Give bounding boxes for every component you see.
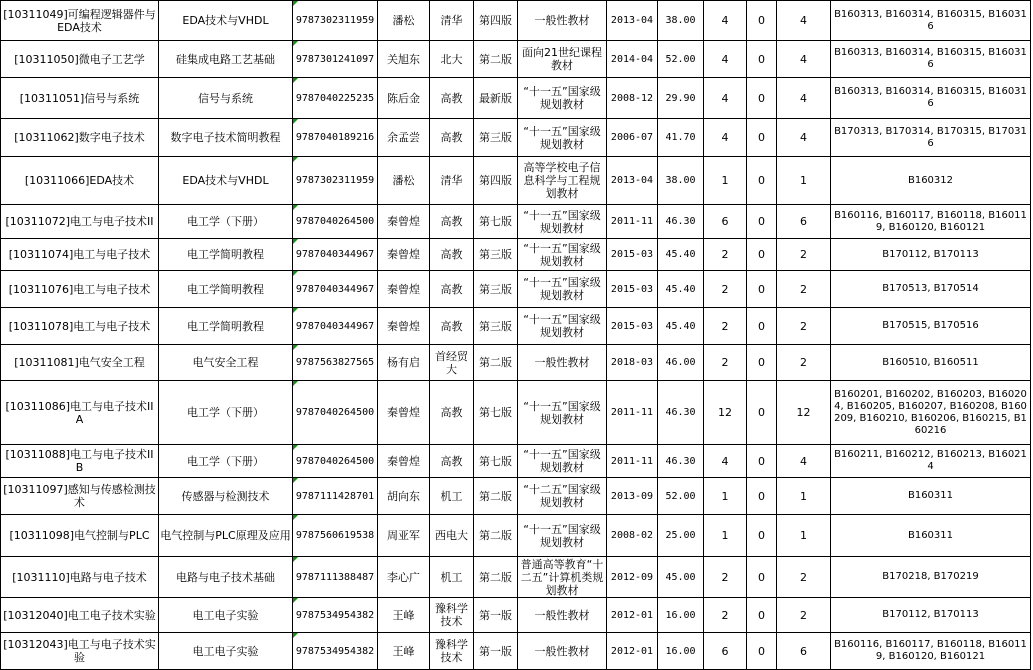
quantity-cell[interactable]: 2 <box>777 239 831 271</box>
price-cell[interactable]: 29.90 <box>658 78 704 119</box>
quantity-cell[interactable]: 6 <box>777 205 831 239</box>
isbn-cell[interactable] <box>293 78 378 119</box>
classes-cell[interactable]: B160313, B160314, B160315, B160316 <box>831 41 1031 78</box>
isbn-text: 9787563827565 <box>295 357 375 368</box>
edition-cell[interactable]: 第二版 <box>474 345 518 381</box>
price-cell[interactable]: 52.00 <box>658 41 704 78</box>
cell-note-marker <box>293 205 298 210</box>
category-cell[interactable]: 普通高等教育“十二五”计算机类规划教材 <box>518 557 607 598</box>
author-cell[interactable]: 秦曾煌 <box>378 445 430 478</box>
quantity-cell[interactable]: 4 <box>704 1 747 41</box>
quantity-cell[interactable]: 4 <box>704 119 747 157</box>
quantity-cell[interactable]: 0 <box>747 478 777 515</box>
price-cell[interactable]: 38.00 <box>658 157 704 205</box>
quantity-cell[interactable]: 0 <box>747 557 777 598</box>
isbn-cell[interactable] <box>293 41 378 78</box>
author-cell[interactable]: 李心广 <box>378 557 430 598</box>
textbook-cell[interactable]: 电气控制与PLC原理及应用 <box>159 515 293 557</box>
cell-note-marker <box>293 308 298 313</box>
author-cell[interactable]: 周亚军 <box>378 515 430 557</box>
edition-cell[interactable]: 第四版 <box>474 1 518 41</box>
isbn-text: 9787040344967 <box>295 283 375 295</box>
textbook-cell[interactable]: EDA技术与VHDL <box>159 157 293 205</box>
category-cell[interactable]: “十一五”国家级规划教材 <box>518 239 607 271</box>
table-row[interactable] <box>1 381 1031 445</box>
publish-date-cell[interactable]: 2013-04 <box>607 1 658 41</box>
classes-cell[interactable]: B170513, B170514 <box>831 271 1031 308</box>
textbook-cell[interactable]: 电路与电子技术基础 <box>159 557 293 598</box>
edition-cell[interactable]: 第七版 <box>474 445 518 478</box>
table-row[interactable] <box>1 119 1031 157</box>
quantity-cell[interactable]: 0 <box>747 1 777 41</box>
price-cell[interactable]: 45.40 <box>658 308 704 345</box>
isbn-cell[interactable] <box>293 515 378 557</box>
isbn-cell[interactable] <box>293 271 378 308</box>
table-body <box>1 1 1031 670</box>
category-cell[interactable]: 一般性教材 <box>518 598 607 633</box>
price-cell[interactable]: 16.00 <box>658 633 704 670</box>
publisher-cell[interactable]: 高教 <box>430 205 474 239</box>
publish-date-cell[interactable]: 2015-03 <box>607 239 658 271</box>
classes-cell[interactable]: B160313, B160314, B160315, B160316 <box>831 1 1031 41</box>
table-row[interactable] <box>1 271 1031 308</box>
edition-cell[interactable]: 第七版 <box>474 205 518 239</box>
course-cell[interactable]: [10311097]感知与传感检测技术 <box>1 478 159 515</box>
author-cell[interactable]: 潘松 <box>378 157 430 205</box>
quantity-cell[interactable]: 0 <box>747 633 777 670</box>
table-row[interactable] <box>1 557 1031 598</box>
cell-note-marker <box>293 78 298 83</box>
publish-date-cell[interactable]: 2006-07 <box>607 119 658 157</box>
quantity-cell[interactable]: 1 <box>777 515 831 557</box>
quantity-cell[interactable]: 1 <box>777 157 831 205</box>
textbook-cell[interactable]: 电工学（下册） <box>159 381 293 445</box>
author-cell[interactable]: 王峰 <box>378 633 430 670</box>
classes-cell[interactable]: B160510, B160511 <box>831 345 1031 381</box>
course-cell[interactable]: [10311098]电气控制与PLC <box>1 515 159 557</box>
course-cell[interactable]: [10311078]电工与电子技术 <box>1 308 159 345</box>
isbn-cell[interactable] <box>293 157 378 205</box>
edition-cell[interactable]: 第二版 <box>474 478 518 515</box>
edition-cell[interactable]: 第三版 <box>474 239 518 271</box>
course-cell[interactable]: [10311049]可编程逻辑器件与EDA技术 <box>1 1 159 41</box>
quantity-cell[interactable]: 0 <box>747 157 777 205</box>
table-row[interactable] <box>1 515 1031 557</box>
author-cell[interactable]: 陈后金 <box>378 78 430 119</box>
publish-date-cell[interactable]: 2008-12 <box>607 78 658 119</box>
publish-date-cell[interactable]: 2018-03 <box>607 345 658 381</box>
isbn-cell[interactable] <box>293 205 378 239</box>
cell-note-marker <box>293 1 298 6</box>
quantity-cell[interactable]: 2 <box>777 345 831 381</box>
quantity-cell[interactable]: 1 <box>704 157 747 205</box>
quantity-cell[interactable]: 4 <box>704 41 747 78</box>
table-row[interactable] <box>1 41 1031 78</box>
course-cell[interactable]: [10311076]电工与电子技术 <box>1 271 159 308</box>
textbook-cell[interactable]: 数字电子技术简明教程 <box>159 119 293 157</box>
edition-cell[interactable]: 第二版 <box>474 515 518 557</box>
quantity-cell[interactable]: 4 <box>777 41 831 78</box>
classes-cell[interactable]: B160311 <box>831 478 1031 515</box>
cell-note-marker <box>293 157 298 162</box>
classes-cell[interactable]: B170515, B170516 <box>831 308 1031 345</box>
price-cell[interactable]: 46.30 <box>658 445 704 478</box>
quantity-cell[interactable]: 4 <box>777 1 831 41</box>
quantity-cell[interactable]: 0 <box>747 271 777 308</box>
classes-cell[interactable]: B170313, B170314, B170315, B170316 <box>831 119 1031 157</box>
quantity-cell[interactable]: 0 <box>747 119 777 157</box>
price-cell[interactable]: 25.00 <box>658 515 704 557</box>
isbn-text: 9787302311959 <box>295 15 375 26</box>
course-cell[interactable]: [10311074]电工与电子技术 <box>1 239 159 271</box>
edition-cell[interactable]: 第三版 <box>474 119 518 157</box>
quantity-cell[interactable]: 12 <box>777 381 831 445</box>
author-cell[interactable]: 秦曾煌 <box>378 205 430 239</box>
isbn-text: 9787040264500 <box>295 407 375 418</box>
quantity-cell[interactable]: 2 <box>704 345 747 381</box>
publish-date-cell[interactable]: 2012-09 <box>607 557 658 598</box>
edition-cell[interactable]: 第二版 <box>474 41 518 78</box>
publisher-cell[interactable]: 高教 <box>430 445 474 478</box>
isbn-text: 9787040189216 <box>295 132 375 143</box>
quantity-cell[interactable]: 2 <box>704 308 747 345</box>
publisher-cell[interactable]: 机工 <box>430 478 474 515</box>
quantity-cell[interactable]: 0 <box>747 381 777 445</box>
table-row[interactable] <box>1 478 1031 515</box>
textbook-cell[interactable]: 电工学（下册） <box>159 205 293 239</box>
quantity-cell[interactable]: 0 <box>747 205 777 239</box>
isbn-text: 9787111388487 <box>295 571 375 583</box>
isbn-cell[interactable] <box>293 478 378 515</box>
edition-cell[interactable]: 最新版 <box>474 78 518 119</box>
cell-note-marker <box>293 445 298 450</box>
textbook-cell[interactable]: 传感器与检测技术 <box>159 478 293 515</box>
isbn-cell[interactable] <box>293 1 378 41</box>
cell-note-marker <box>293 557 298 562</box>
table-row[interactable] <box>1 345 1031 381</box>
category-cell[interactable]: “十一五”国家级规划教材 <box>518 381 607 445</box>
quantity-cell[interactable]: 2 <box>777 308 831 345</box>
cell-note-marker <box>293 598 298 603</box>
table-row[interactable] <box>1 239 1031 271</box>
edition-cell[interactable]: 第三版 <box>474 271 518 308</box>
cell-note-marker <box>293 381 298 386</box>
edition-cell[interactable]: 第一版 <box>474 598 518 633</box>
quantity-cell[interactable]: 2 <box>704 557 747 598</box>
publish-date-cell[interactable]: 2008-02 <box>607 515 658 557</box>
isbn-text: 9787040225235 <box>295 92 375 104</box>
category-cell[interactable]: 面向21世纪课程教材 <box>518 41 607 78</box>
author-cell[interactable]: 关旭东 <box>378 41 430 78</box>
publisher-cell[interactable]: 西电大 <box>430 515 474 557</box>
quantity-cell[interactable]: 0 <box>747 445 777 478</box>
category-cell[interactable]: “十二五”国家级规划教材 <box>518 478 607 515</box>
edition-cell[interactable]: 第二版 <box>474 557 518 598</box>
isbn-cell[interactable] <box>293 119 378 157</box>
publish-date-cell[interactable]: 2011-11 <box>607 445 658 478</box>
quantity-cell[interactable]: 4 <box>704 445 747 478</box>
course-cell[interactable]: [10311088]电工与电子技术IIB <box>1 445 159 478</box>
category-cell[interactable]: “十一五”国家级规划教材 <box>518 515 607 557</box>
classes-cell[interactable]: B160312 <box>831 157 1031 205</box>
quantity-cell[interactable]: 0 <box>747 345 777 381</box>
price-cell[interactable]: 16.00 <box>658 598 704 633</box>
isbn-text: 9787534954382 <box>295 609 375 621</box>
quantity-cell[interactable]: 0 <box>747 598 777 633</box>
author-cell[interactable]: 秦曾煌 <box>378 308 430 345</box>
isbn-cell[interactable] <box>293 308 378 345</box>
isbn-text: 9787560619538 <box>295 530 375 541</box>
publisher-cell[interactable]: 机工 <box>430 557 474 598</box>
category-cell[interactable]: 一般性教材 <box>518 1 607 41</box>
category-cell[interactable]: “十一五”国家级规划教材 <box>518 205 607 239</box>
quantity-cell[interactable]: 1 <box>777 478 831 515</box>
quantity-cell[interactable]: 12 <box>704 381 747 445</box>
course-cell[interactable]: [10311066]EDA技术 <box>1 157 159 205</box>
course-cell[interactable]: [10311072]电工与电子技术II <box>1 205 159 239</box>
table-row[interactable] <box>1 633 1031 670</box>
textbook-cell[interactable]: 电工学简明教程 <box>159 239 293 271</box>
textbook-cell[interactable]: 电工学（下册） <box>159 445 293 478</box>
isbn-text: 9787040344967 <box>295 249 375 260</box>
edition-cell[interactable]: 第四版 <box>474 157 518 205</box>
textbook-cell[interactable]: 电工学简明教程 <box>159 308 293 345</box>
isbn-text: 9787301241097 <box>295 53 375 65</box>
classes-cell[interactable]: B160313, B160314, B160315, B160316 <box>831 78 1031 119</box>
category-cell[interactable]: 高等学校电子信息科学与工程规划教材 <box>518 157 607 205</box>
quantity-cell[interactable]: 0 <box>747 308 777 345</box>
publish-date-cell[interactable]: 2013-04 <box>607 157 658 205</box>
publisher-cell[interactable]: 高教 <box>430 119 474 157</box>
course-cell[interactable]: [10311086]电工与电子技术II A <box>1 381 159 445</box>
author-cell[interactable]: 潘松 <box>378 1 430 41</box>
price-cell[interactable]: 46.00 <box>658 345 704 381</box>
quantity-cell[interactable]: 6 <box>777 633 831 670</box>
publisher-cell[interactable]: 高教 <box>430 271 474 308</box>
textbook-cell[interactable]: 电工电子实验 <box>159 598 293 633</box>
publisher-cell[interactable]: 高教 <box>430 381 474 445</box>
publisher-cell[interactable]: 高教 <box>430 239 474 271</box>
publish-date-cell[interactable]: 2011-11 <box>607 381 658 445</box>
category-cell[interactable]: “十一五”国家级规划教材 <box>518 308 607 345</box>
classes-cell[interactable]: B160311 <box>831 515 1031 557</box>
textbook-cell[interactable]: 电气安全工程 <box>159 345 293 381</box>
isbn-text: 9787040264500 <box>295 455 375 467</box>
price-cell[interactable]: 41.70 <box>658 119 704 157</box>
publisher-cell[interactable]: 高教 <box>430 308 474 345</box>
edition-cell[interactable]: 第七版 <box>474 381 518 445</box>
quantity-cell[interactable]: 6 <box>704 633 747 670</box>
isbn-cell[interactable] <box>293 598 378 633</box>
isbn-text: 9787302311959 <box>295 175 375 186</box>
quantity-cell[interactable]: 1 <box>704 515 747 557</box>
publish-date-cell[interactable]: 2011-11 <box>607 205 658 239</box>
price-cell[interactable]: 38.00 <box>658 1 704 41</box>
table-row[interactable] <box>1 308 1031 345</box>
quantity-cell[interactable]: 1 <box>704 478 747 515</box>
publish-date-cell[interactable]: 2015-03 <box>607 271 658 308</box>
table-row[interactable] <box>1 445 1031 478</box>
table-row[interactable] <box>1 78 1031 119</box>
edition-cell[interactable]: 第三版 <box>474 308 518 345</box>
quantity-cell[interactable]: 4 <box>704 78 747 119</box>
category-cell[interactable]: “十一五”国家级规划教材 <box>518 271 607 308</box>
category-cell[interactable]: “十一五”国家级规划教材 <box>518 445 607 478</box>
category-cell[interactable]: 一般性教材 <box>518 633 607 670</box>
author-cell[interactable]: 余孟尝 <box>378 119 430 157</box>
isbn-cell[interactable] <box>293 345 378 381</box>
publisher-cell[interactable]: 清华 <box>430 157 474 205</box>
course-cell[interactable]: [10312040]电工电子技术实验 <box>1 598 159 633</box>
quantity-cell[interactable]: 4 <box>777 78 831 119</box>
publish-date-cell[interactable]: 2013-09 <box>607 478 658 515</box>
cell-note-marker <box>293 345 298 350</box>
classes-cell[interactable]: B170112, B170113 <box>831 239 1031 271</box>
classes-cell[interactable]: B160116, B160117, B160118, B160119, B160120, B160121 <box>831 205 1031 239</box>
quantity-cell[interactable]: 4 <box>777 119 831 157</box>
price-cell[interactable]: 45.40 <box>658 239 704 271</box>
author-cell[interactable]: 秦曾煌 <box>378 239 430 271</box>
quantity-cell[interactable]: 0 <box>747 515 777 557</box>
table-row[interactable] <box>1 1 1031 41</box>
isbn-text: 9787534954382 <box>295 645 375 657</box>
edition-cell[interactable]: 第一版 <box>474 633 518 670</box>
cell-note-marker <box>293 119 298 124</box>
price-cell[interactable]: 46.30 <box>658 205 704 239</box>
textbook-cell[interactable]: 硅集成电路工艺基础 <box>159 41 293 78</box>
classes-cell[interactable]: B170218, B170219 <box>831 557 1031 598</box>
table-row[interactable] <box>1 157 1031 205</box>
price-cell[interactable]: 46.30 <box>658 381 704 445</box>
quantity-cell[interactable]: 4 <box>777 445 831 478</box>
quantity-cell[interactable]: 0 <box>747 239 777 271</box>
publisher-cell[interactable]: 北大 <box>430 41 474 78</box>
isbn-cell[interactable] <box>293 633 378 670</box>
textbook-cell[interactable]: 信号与系统 <box>159 78 293 119</box>
publish-date-cell[interactable]: 2012-01 <box>607 633 658 670</box>
cell-note-marker <box>293 478 298 483</box>
course-cell[interactable]: [10312043]电工与电子技术实验 <box>1 633 159 670</box>
quantity-cell[interactable]: 2 <box>704 239 747 271</box>
quantity-cell[interactable]: 0 <box>747 41 777 78</box>
publish-date-cell[interactable]: 2014-04 <box>607 41 658 78</box>
cell-note-marker <box>293 633 298 638</box>
course-cell[interactable]: [1031110]电路与电子技术 <box>1 557 159 598</box>
classes-cell[interactable]: B160211, B160212, B160213, B160214 <box>831 445 1031 478</box>
classes-cell[interactable]: B170112, B170113 <box>831 598 1031 633</box>
cell-note-marker <box>293 41 298 46</box>
textbook-cell[interactable]: 电工学简明教程 <box>159 271 293 308</box>
quantity-cell[interactable]: 0 <box>747 78 777 119</box>
quantity-cell[interactable]: 2 <box>704 598 747 633</box>
category-cell[interactable]: “十一五”国家级规划教材 <box>518 119 607 157</box>
classes-cell[interactable]: B160116, B160117, B160118, B160119, B160120, B160121 <box>831 633 1031 670</box>
author-cell[interactable]: 王峰 <box>378 598 430 633</box>
classes-cell[interactable]: B160201, B160202, B160203, B160204, B160205, B160207, B160208, B160209, B160210, B160206, B160215, B160216 <box>831 381 1031 445</box>
course-cell[interactable]: [10311051]信号与系统 <box>1 78 159 119</box>
category-cell[interactable]: “十一五”国家级规划教材 <box>518 78 607 119</box>
author-cell[interactable]: 秦曾煌 <box>378 381 430 445</box>
table-row[interactable] <box>1 598 1031 633</box>
publisher-cell[interactable]: 高教 <box>430 78 474 119</box>
author-cell[interactable]: 胡向东 <box>378 478 430 515</box>
textbook-cell[interactable]: EDA技术与VHDL <box>159 1 293 41</box>
isbn-text: 9787040344967 <box>295 320 375 332</box>
isbn-cell[interactable] <box>293 445 378 478</box>
course-cell[interactable]: [10311062]数字电子技术 <box>1 119 159 157</box>
publish-date-cell[interactable]: 2015-03 <box>607 308 658 345</box>
course-cell[interactable]: [10311050]微电子工艺学 <box>1 41 159 78</box>
textbook-cell[interactable]: 电工电子实验 <box>159 633 293 670</box>
isbn-text: 9787040264500 <box>295 216 375 227</box>
publisher-cell[interactable]: 清华 <box>430 1 474 41</box>
quantity-cell[interactable]: 2 <box>704 271 747 308</box>
price-cell[interactable]: 45.00 <box>658 557 704 598</box>
quantity-cell[interactable]: 2 <box>777 598 831 633</box>
quantity-cell[interactable]: 6 <box>704 205 747 239</box>
isbn-cell[interactable] <box>293 381 378 445</box>
category-cell[interactable]: 一般性教材 <box>518 345 607 381</box>
isbn-text: 9787111428701 <box>295 490 375 502</box>
cell-note-marker <box>293 239 298 244</box>
publisher-cell[interactable]: 豫科学技术 <box>430 633 474 670</box>
publisher-cell[interactable]: 首经贸大 <box>430 345 474 381</box>
isbn-cell[interactable] <box>293 557 378 598</box>
cell-note-marker <box>293 271 298 276</box>
publisher-cell[interactable]: 豫科学技术 <box>430 598 474 633</box>
author-cell[interactable]: 秦曾煌 <box>378 271 430 308</box>
author-cell[interactable]: 杨有启 <box>378 345 430 381</box>
cell-note-marker <box>293 515 298 520</box>
publish-date-cell[interactable]: 2012-01 <box>607 598 658 633</box>
price-cell[interactable]: 45.40 <box>658 271 704 308</box>
course-cell[interactable]: [10311081]电气安全工程 <box>1 345 159 381</box>
table-row[interactable] <box>1 205 1031 239</box>
quantity-cell[interactable]: 2 <box>777 271 831 308</box>
price-cell[interactable]: 52.00 <box>658 478 704 515</box>
quantity-cell[interactable]: 2 <box>777 557 831 598</box>
isbn-cell[interactable] <box>293 239 378 271</box>
